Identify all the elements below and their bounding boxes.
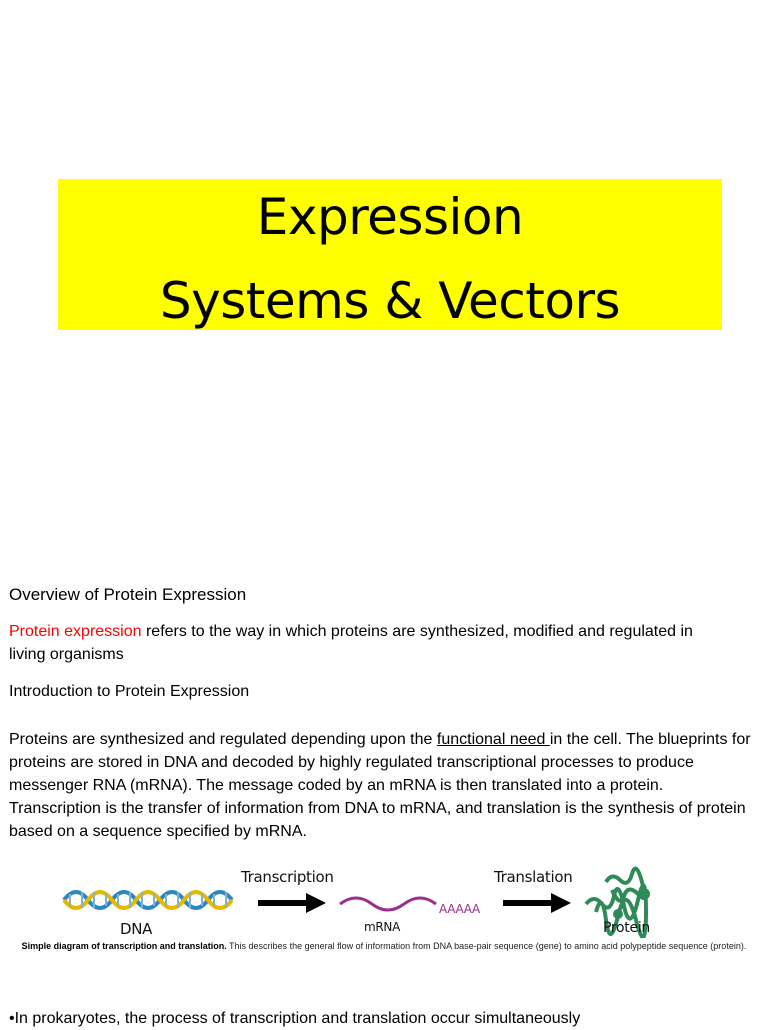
prokaryotes-bullet: •In prokaryotes, the process of transcription and translation occur simultaneously: [9, 1010, 581, 1027]
caption-bold: Simple diagram of transcription and translation.: [21, 941, 227, 951]
transcription-label: Transcription: [241, 868, 334, 886]
mrna-label: mRNA: [364, 920, 401, 934]
body-text-end: in the cell. The blueprints for proteins are stored in DNA and decoded by highly regulated transcriptional processes to produce messenger RNA (mRNA). The message coded by an mRNA is then translated into a protein. Transcription is the transfer of information from DNA to mRNA, and translation is the synthesis of protein based on a sequence specified by mRNA.: [9, 731, 751, 840]
overview-heading: Overview of Protein Expression: [9, 585, 247, 604]
transcription-arrow-icon: [258, 893, 326, 913]
title-line-1: Expression: [256, 188, 524, 246]
definition-highlight: Protein expression: [9, 623, 142, 640]
title-line-2: Systems & Vectors: [159, 272, 621, 330]
polya-label: AAAAA: [439, 902, 480, 916]
caption-text: This describes the general flow of information from DNA base-pair sequence (gene) to amino acid polypeptide sequence (protein).: [226, 941, 747, 951]
transcription-translation-diagram: [58, 858, 698, 938]
body-text-start: Proteins are synthesized and regulated depending upon the: [9, 731, 437, 748]
translation-label: Translation: [494, 868, 573, 886]
intro-heading: Introduction to Protein Expression: [9, 683, 250, 700]
definition-paragraph: [9, 620, 729, 666]
diagram-caption: [14, 940, 754, 953]
functional-need-link[interactable]: functional need: [436, 731, 550, 748]
protein-label: Protein: [603, 920, 650, 936]
mrna-strand-icon: [340, 898, 436, 910]
dna-helix-icon: [64, 892, 232, 908]
title-banner: [58, 179, 722, 330]
dna-label: DNA: [120, 920, 153, 938]
body-paragraph: [9, 728, 759, 843]
translation-arrow-icon: [503, 893, 571, 913]
definition-text: refers to the way in which proteins are synthesized, modified and regulated in living organisms: [9, 623, 693, 663]
